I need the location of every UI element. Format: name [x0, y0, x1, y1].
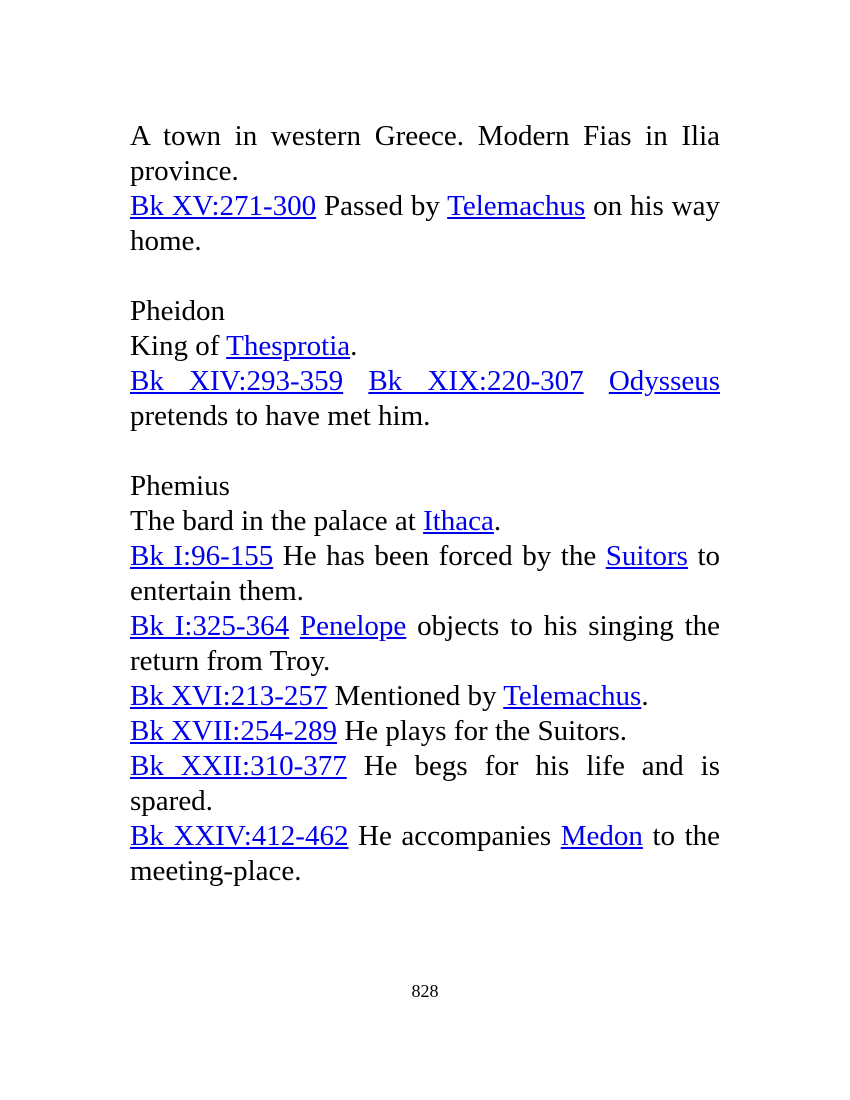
book-reference-link[interactable]: Bk XV:271-300 [130, 190, 317, 222]
reference-text: . [641, 680, 649, 712]
person-link-medon[interactable]: Medon [560, 820, 643, 852]
reference-text [289, 610, 300, 642]
entry-reference [130, 679, 720, 714]
book-reference-link[interactable]: Bk XIV:293-359 [130, 365, 344, 397]
reference-text: Mentioned by [327, 680, 504, 712]
reference-text: He accompanies [348, 820, 561, 852]
reference-text: He plays for the Suitors. [337, 715, 627, 747]
person-link-telemachus[interactable]: Telemachus [503, 680, 642, 712]
description-text: King of [130, 330, 227, 362]
person-link-telemachus[interactable]: Telemachus [447, 190, 586, 222]
entry-heading: Phemius [130, 470, 230, 502]
description-text: The bard in the palace at [130, 505, 424, 537]
description-text: . [493, 505, 502, 537]
entry-description: A town in western Greece. Modern Fias in Ilia province. [130, 120, 720, 187]
page-number: 828 [411, 981, 439, 1001]
entry-reference [130, 749, 720, 819]
entry-reference [130, 189, 720, 259]
book-reference-link[interactable]: Bk I:325-364 [130, 610, 290, 642]
reference-text: objects to his singing the return from Troy. [130, 610, 721, 677]
reference-text: pretends to have met him. [130, 400, 431, 432]
book-reference-link[interactable]: Bk XVI:213-257 [130, 680, 328, 712]
description-text: . [350, 330, 358, 362]
entry-reference [130, 364, 720, 434]
entry-pheia [130, 119, 720, 259]
entry-phemius [130, 469, 720, 889]
entry-spacer [130, 259, 720, 294]
book-reference-link[interactable]: Bk I:96-155 [130, 540, 274, 572]
reference-text: He begs for his life and is spared. [130, 750, 720, 817]
entry-heading: Pheidon [130, 295, 226, 327]
reference-text: He has been forced by the [273, 540, 606, 572]
book-reference-link[interactable]: Bk XXIV:412-462 [130, 820, 349, 852]
person-link-suitors[interactable]: Suitors [605, 540, 688, 572]
entry-description [130, 504, 720, 539]
page-content [130, 119, 720, 889]
book-reference-link[interactable]: Bk XIX:220-307 [368, 365, 584, 397]
person-link-odysseus[interactable]: Odysseus [608, 365, 721, 397]
entry-pheidon [130, 294, 720, 434]
entry-spacer [130, 434, 720, 469]
place-link-thesprotia[interactable]: Thesprotia [226, 330, 351, 362]
reference-text: Passed by [316, 190, 448, 222]
entry-reference [130, 714, 720, 749]
entry-description [130, 329, 720, 364]
reference-text: to entertain them. [130, 540, 721, 607]
entry-reference [130, 609, 720, 679]
reference-text: to the meeting-place. [130, 820, 720, 887]
entry-reference [130, 819, 720, 889]
book-reference-link[interactable]: Bk XVII:254-289 [130, 715, 338, 747]
reference-text: on his way home. [130, 190, 720, 257]
person-link-penelope[interactable]: Penelope [299, 610, 407, 642]
entry-reference [130, 539, 720, 609]
book-reference-link[interactable]: Bk XXII:310-377 [130, 750, 347, 782]
place-link-ithaca[interactable]: Ithaca [423, 505, 494, 537]
